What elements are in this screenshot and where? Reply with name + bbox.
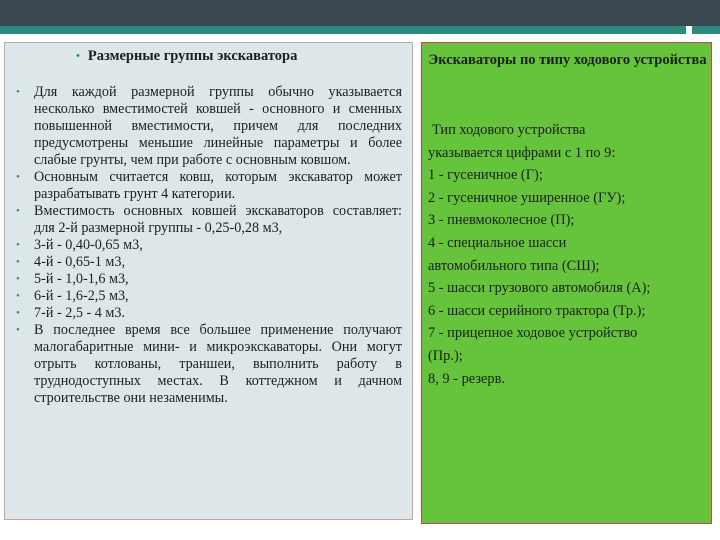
- undercarriage-type-list: [428, 119, 706, 390]
- list-item: [16, 237, 402, 254]
- bullet-dot-icon: •: [16, 86, 20, 98]
- bullet-dot-icon: •: [16, 273, 20, 285]
- list-item-text: 3-й - 0,40-0,65 м3,: [34, 237, 143, 253]
- left-title-text: Размерные группы экскаватора: [87, 48, 298, 64]
- text-line: 3 - пневмоколесное (П);: [428, 212, 575, 229]
- header-band: [0, 0, 720, 26]
- list-item-text: Вместимость основных ковшей экскаваторов составляет: для 2-й размерной группы - 0,25-0,28 м3,: [34, 203, 402, 236]
- list-item-text: 5-й - 1,0-1,6 м3,: [34, 271, 129, 287]
- list-item-text: В последнее время все большее применение получают малогабаритные мини- и микроэкскаваторы. Они могут отрыть котлованы, траншеи, выполнить работу в труднодоступных местах. В коттеджном и дачном строительстве они незаменимы.: [34, 322, 402, 406]
- list-item: [16, 203, 402, 237]
- right-panel-title: Экскаваторы по типу ходового устройства: [428, 52, 707, 68]
- bullet-dot-icon: •: [16, 290, 20, 302]
- bullet-dot-icon: •: [16, 324, 20, 336]
- text-line: 7 - прицепное ходовое устройство: [428, 325, 638, 342]
- left-panel-title: [76, 48, 297, 65]
- bullet-dot-icon: •: [16, 239, 20, 251]
- list-item: [16, 84, 402, 169]
- excavator-size-groups-list: [16, 84, 402, 407]
- text-line: 5 - шасси грузового автомобиля (А);: [428, 280, 651, 297]
- list-item: [16, 322, 402, 407]
- list-item-text: 4-й - 0,65-1 м3,: [34, 254, 126, 270]
- text-line: 4 - специальное шасси: [428, 234, 567, 251]
- text-line: Тип ходового устройства: [432, 122, 586, 138]
- list-item-text: 6-й - 1,6-2,5 м3,: [34, 288, 129, 304]
- bullet-dot-icon: •: [16, 256, 20, 268]
- text-line: (Пр.);: [428, 347, 463, 364]
- list-item: [16, 288, 402, 305]
- bullet-dot-icon: •: [16, 171, 20, 183]
- list-item: [16, 305, 402, 322]
- list-item-text: Основным считается ковш, которым экскаватор может разрабатывать грунт 4 категории.: [34, 169, 402, 202]
- list-item: [16, 169, 402, 203]
- list-item-text: 7-й - 2,5 - 4 м3.: [34, 305, 126, 321]
- list-item: [16, 271, 402, 288]
- text-line: 1 - гусеничное (Г);: [428, 167, 543, 184]
- bullet-dot-icon: •: [16, 307, 20, 319]
- text-line: 8, 9 - резерв.: [428, 370, 505, 387]
- header-accent-stripe: [0, 26, 720, 34]
- list-item-text: Для каждой размерной группы обычно указывается несколько вместимостей ковшей - основного и сменных повышенной вместимости, причем для последних предусмотрены меньшие линейные параметры и более слабые грунты, чем при работе с основным ковшом.: [34, 84, 402, 168]
- list-item: [16, 254, 402, 271]
- text-line: автомобильного типа (СШ);: [428, 257, 600, 274]
- text-line: 2 - гусеничное уширенное (ГУ);: [428, 189, 626, 206]
- text-line: 6 - шасси серийного трактора (Тр.);: [428, 302, 646, 319]
- text-line: указывается цифрами с 1 по 9:: [428, 144, 616, 161]
- bullet-dot-icon: •: [16, 205, 20, 217]
- bullet-dot-icon: •: [76, 50, 80, 62]
